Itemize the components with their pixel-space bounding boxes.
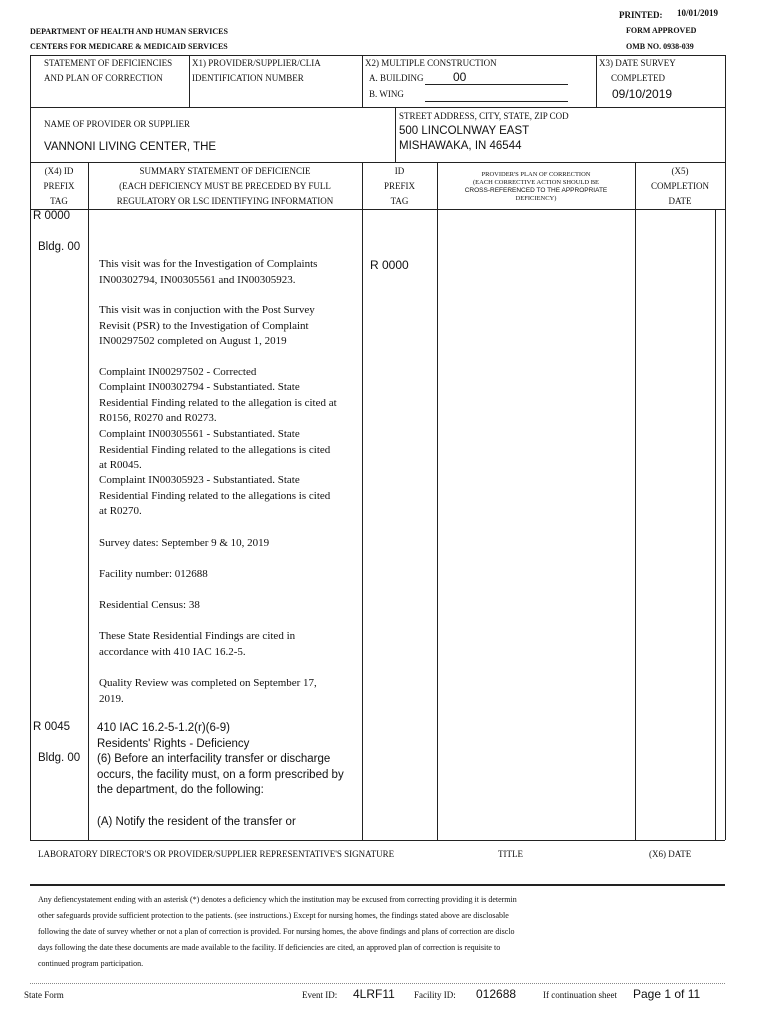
- plan-of-correction-label: AND PLAN OF CORRECTION: [44, 73, 163, 83]
- event-id-label: Event ID:: [302, 990, 338, 1000]
- footnote-line-1: Any defiencystatement ending with an asterisk (*) denotes a deficiency which the institution may be excused from correcting providing it is determin: [38, 895, 517, 904]
- wing-label: B. WING: [369, 89, 404, 99]
- printed-label: PRINTED:: [619, 10, 663, 20]
- id-tag-label: TAG: [390, 196, 409, 206]
- omb-number: OMB NO. 0938-039: [626, 42, 694, 51]
- x1-label: X1) PROVIDER/SUPPLIER/CLIA: [192, 58, 321, 68]
- quality-review: Quality Review was completed on September 17, 2019.: [99, 677, 317, 705]
- plan-header-4: DEFICIENCY): [515, 195, 557, 202]
- r0045-text: (6) Before an interfacility transfer or discharge occurs, the facility must, on a form prescribed by the department, do the following:: [97, 753, 344, 796]
- page-number: Page 1 of 11: [633, 987, 701, 1001]
- paragraph-visit: This visit was for the Investigation of Complaints IN00302794, IN00305561 and IN00305923.: [99, 258, 318, 286]
- r0045-text-2: (A) Notify the resident of the transfer or: [97, 816, 296, 828]
- provider-name-label: NAME OF PROVIDER OR SUPPLIER: [44, 119, 191, 129]
- paragraph-psr: This visit was in conjuction with the Post Survey Revisit (PSR) to the Investigation of Complaint IN00297502 completed on August 1, 2019: [99, 304, 315, 347]
- x5-label: (X5): [671, 166, 689, 176]
- bldg-label: Bldg. 00: [38, 241, 81, 253]
- centers-title: CENTERS FOR MEDICARE & MEDICAID SERVICES: [30, 42, 228, 51]
- complaint-3: Complaint IN00305561 - Substantiated. State Residential Finding related to the allegations is cited at R0045.: [99, 428, 331, 471]
- residential-census: Residential Census: 38: [99, 599, 200, 611]
- r0045-title: Residents' Rights - Deficiency: [97, 738, 250, 750]
- footnote-line-4: days following the date these documents are made available to the facility. If deficiencies are cited, an approved plan of correction is requisite to: [38, 943, 501, 952]
- plan-header-1: PROVIDER'S PLAN OF CORRECTION: [481, 171, 591, 178]
- summary-header-1: SUMMARY STATEMENT OF DEFICIENCIE: [139, 166, 311, 176]
- complaint-4: Complaint IN00305923 - Substantiated. State Residential Finding related to the allegations is cited at R0270.: [99, 474, 331, 517]
- id-label: ID: [394, 166, 405, 176]
- facility-id-value: 012688: [476, 987, 517, 1001]
- completion-label: COMPLETION: [651, 181, 709, 191]
- x3-label: X3) DATE SURVEY: [599, 58, 676, 68]
- r0045-regulation: 410 IAC 16.2-5-1.2(r)(6-9): [97, 722, 230, 734]
- x2-label: X2) MULTIPLE CONSTRUCTION: [365, 58, 497, 68]
- footnote-line-3: following the date of survey whether or not a plan of correction is provided. For nursing homes, the above findings and plans of correction are disclo: [38, 927, 515, 936]
- footnote-line-5: continued program participation.: [38, 959, 144, 968]
- findings-cited: These State Residential Findings are cited in accordance with 410 IAC 16.2-5.: [99, 630, 296, 658]
- tag-r0000: R 0000: [33, 210, 71, 222]
- facility-number: Facility number: 012688: [99, 568, 208, 580]
- plan-header-3: CROSS-REFERENCED TO THE APPROPRIATE: [464, 187, 608, 194]
- provider-name: VANNONI LIVING CENTER, THE: [44, 141, 217, 153]
- x4-prefix-label: PREFIX: [43, 181, 75, 191]
- complaint-2: Complaint IN00302794 - Substantiated. State Residential Finding related to the allegation is cited at R0156, R0270 and R0273.: [99, 381, 337, 424]
- address-line-1: 500 LINCOLNWAY EAST: [399, 125, 530, 137]
- right-tag-r0000: R 0000: [370, 258, 409, 272]
- date-label: DATE: [668, 196, 692, 206]
- printed-date: 10/01/2019: [677, 8, 719, 18]
- x4-id-label: (X4) ID: [44, 166, 74, 176]
- complaint-1: Complaint IN00297502 - Corrected: [99, 366, 257, 378]
- summary-header-2: (EACH DEFICIENCY MUST BE PRECEDED BY FULL: [119, 181, 331, 191]
- footnote-line-2: other safeguards provide sufficient protection to the patients. (see instructions.) Except for nursing homes, the findings stated above are disclosable: [38, 911, 509, 920]
- tag-r0045: R 0045: [33, 721, 71, 733]
- summary-header-3: REGULATORY OR LSC IDENTIFYING INFORMATION: [116, 196, 334, 206]
- survey-date: 09/10/2019: [612, 87, 673, 101]
- statement-of-deficiencies-label: STATEMENT OF DEFICIENCIES: [44, 58, 173, 68]
- id-prefix-label: PREFIX: [383, 181, 415, 191]
- x4-tag-label: TAG: [50, 196, 68, 206]
- department-title: DEPARTMENT OF HEALTH AND HUMAN SERVICES: [30, 27, 228, 36]
- continuation-label: If continuation sheet: [543, 990, 617, 1000]
- completed-label: COMPLETED: [611, 73, 665, 83]
- building-label: A. BUILDING: [369, 73, 424, 83]
- event-id-value: 4LRF11: [353, 987, 395, 1001]
- state-form-label: State Form: [24, 990, 64, 1000]
- x6-date-label: (X6) DATE: [649, 849, 692, 859]
- address-line-2: MISHAWAKA, IN 46544: [399, 140, 522, 152]
- title-label: TITLE: [498, 849, 523, 859]
- identification-number-label: IDENTIFICATION NUMBER: [192, 73, 304, 83]
- signature-label: LABORATORY DIRECTOR'S OR PROVIDER/SUPPLIER REPRESENTATIVE'S SIGNATURE: [38, 849, 395, 859]
- building-value: 00: [453, 70, 467, 84]
- form-approved: FORM APPROVED: [626, 26, 697, 35]
- survey-dates: Survey dates: September 9 & 10, 2019: [99, 537, 270, 549]
- bldg-label-2: Bldg. 00: [38, 752, 81, 764]
- facility-id-label: Facility ID:: [414, 990, 456, 1000]
- plan-header-2: (EACH CORRECTIVE ACTION SHOULD BE: [472, 179, 600, 186]
- address-label: STREET ADDRESS, CITY, STATE, ZIP COD: [399, 111, 569, 121]
